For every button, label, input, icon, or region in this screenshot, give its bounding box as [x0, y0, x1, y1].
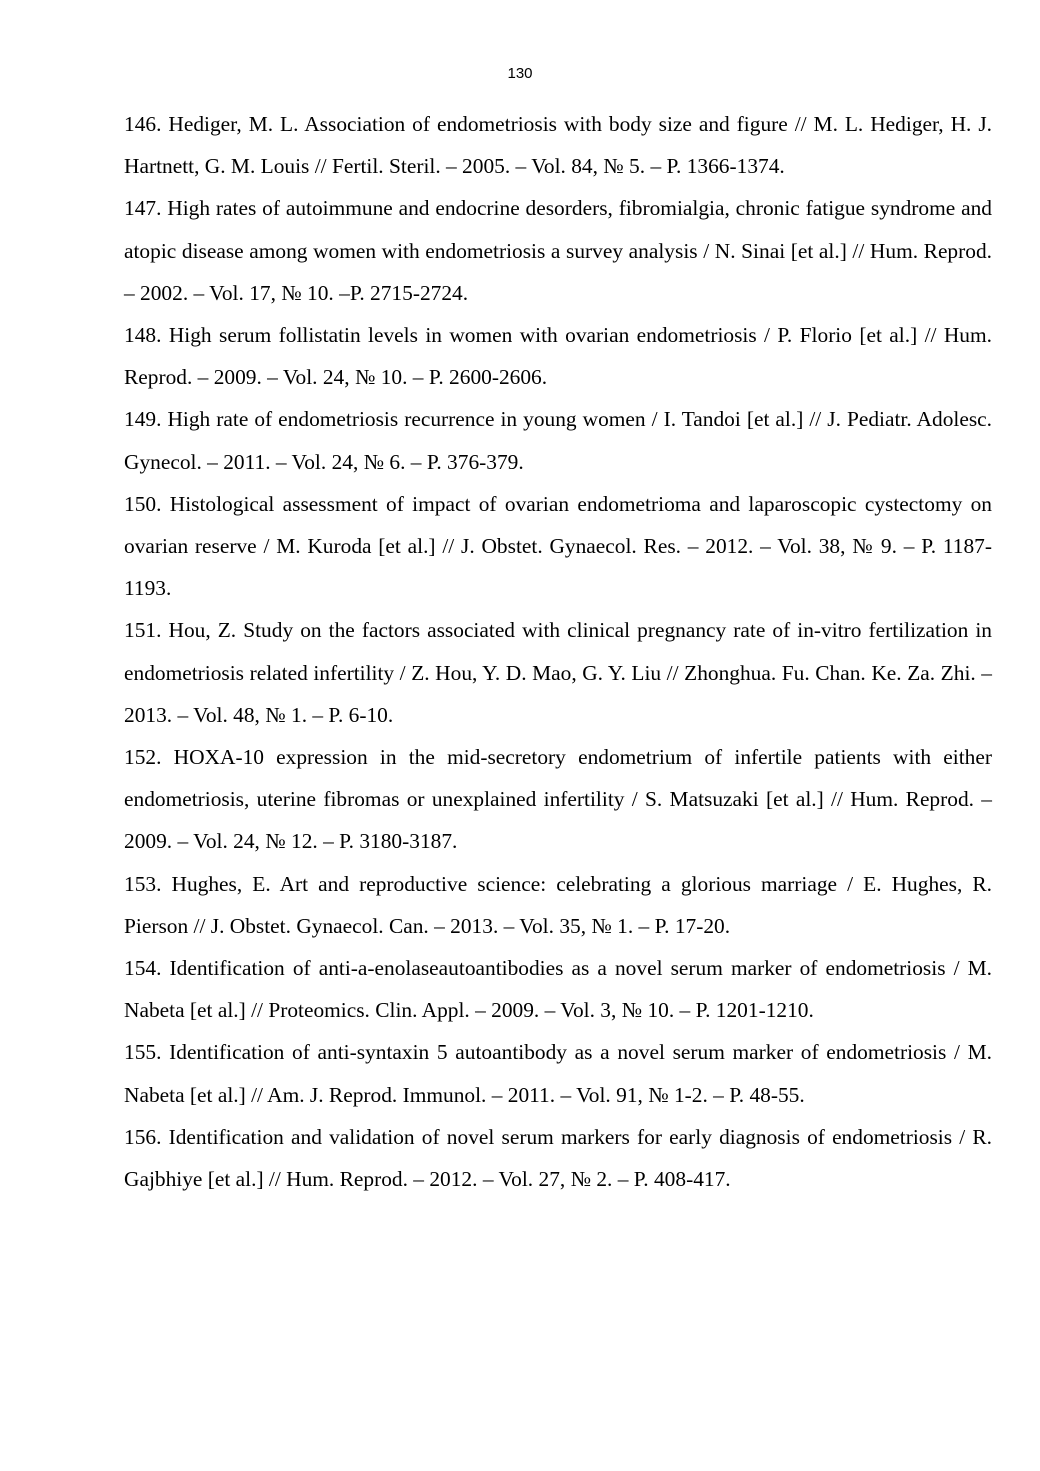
reference-item: 156. Identification and validation of novel serum markers for early diagnosis of endometriosis / R. Gajbhiye [et al.] // Hum. Reprod. – 2012. – Vol. 27, № 2. – P. 408-417. [124, 1124, 992, 1192]
reference-item: 151. Hou, Z. Study on the factors associated with clinical pregnancy rate of in-vitro fertilization in endometriosis related infertility / Z. Hou, Y. D. Mao, G. Y. Liu // Zhonghua. Fu. Chan. Ke. Za. Zhi. – 2013. – Vol. 48, № 1. – P. 6-10. [124, 618, 992, 727]
reference-item: 150. Histological assessment of impact of ovarian endometrioma and laparoscopic cystectomy on ovarian reserve / M. Kuroda [et al.] // J. Obstet. Gynaecol. Res. – 2012. – Vol. 38, № 9. – P. 1187-1193. [124, 491, 992, 601]
reference-item: 147. High rates of autoimmune and endocrine desorders, fibromialgia, chronic fatigue syndrome and atopic disease among women with endometriosis a survey analysis / N. Sinai [et al.] // Hum. Reprod. – 2002. – Vol. 17, № 10. –P. 2715-2724. [124, 196, 992, 305]
reference-item: 155. Identification of anti-syntaxin 5 autoantibody as a novel serum marker of endometriosis / M. Nabeta [et al.] // Am. J. Reprod. Immunol. – 2011. – Vol. 91, № 1-2. – P. 48-55. [124, 1040, 992, 1107]
page-number: 130 [507, 65, 533, 82]
reference-list [124, 103, 992, 1200]
reference-item: 153. Hughes, E. Art and reproductive science: celebrating a glorious marriage / E. Hughes, R. Pierson // J. Obstet. Gynaecol. Can. – 2013. – Vol. 35, № 1. – P. 17-20. [124, 871, 992, 938]
reference-item: 149. High rate of endometriosis recurrence in young women / I. Tandoi [et al.] // J. Pediatr. Adolesc. Gynecol. – 2011. – Vol. 24, № 6. – P. 376-379. [124, 407, 992, 474]
reference-item: 152. HOXA-10 expression in the mid-secretory endometrium of infertile patients with either endometriosis, uterine fibromas or unexplained infertility / S. Matsuzaki [et al.] // Hum. Reprod. – 2009. – Vol. 24, № 12. – P. 3180-3187. [124, 745, 992, 854]
reference-item: 146. Hediger, M. L. Association of endometriosis with body size and figure // M. L. Hediger, H. J. Hartnett, G. M. Louis // Fertil. Steril. – 2005. – Vol. 84, № 5. – P. 1366-1374. [124, 112, 992, 179]
reference-item: 154. Identification of anti-a-enolaseautoantibodies as a novel serum marker of endometriosis / M. Nabeta [et al.] // Proteomics. Clin. Appl. – 2009. – Vol. 3, № 10. – P. 1201-1210. [124, 956, 992, 1023]
reference-item: 148. High serum follistatin levels in women with ovarian endometriosis / P. Florio [et al.] // Hum. Reprod. – 2009. – Vol. 24, № 10. – P. 2600-2606. [124, 323, 992, 390]
